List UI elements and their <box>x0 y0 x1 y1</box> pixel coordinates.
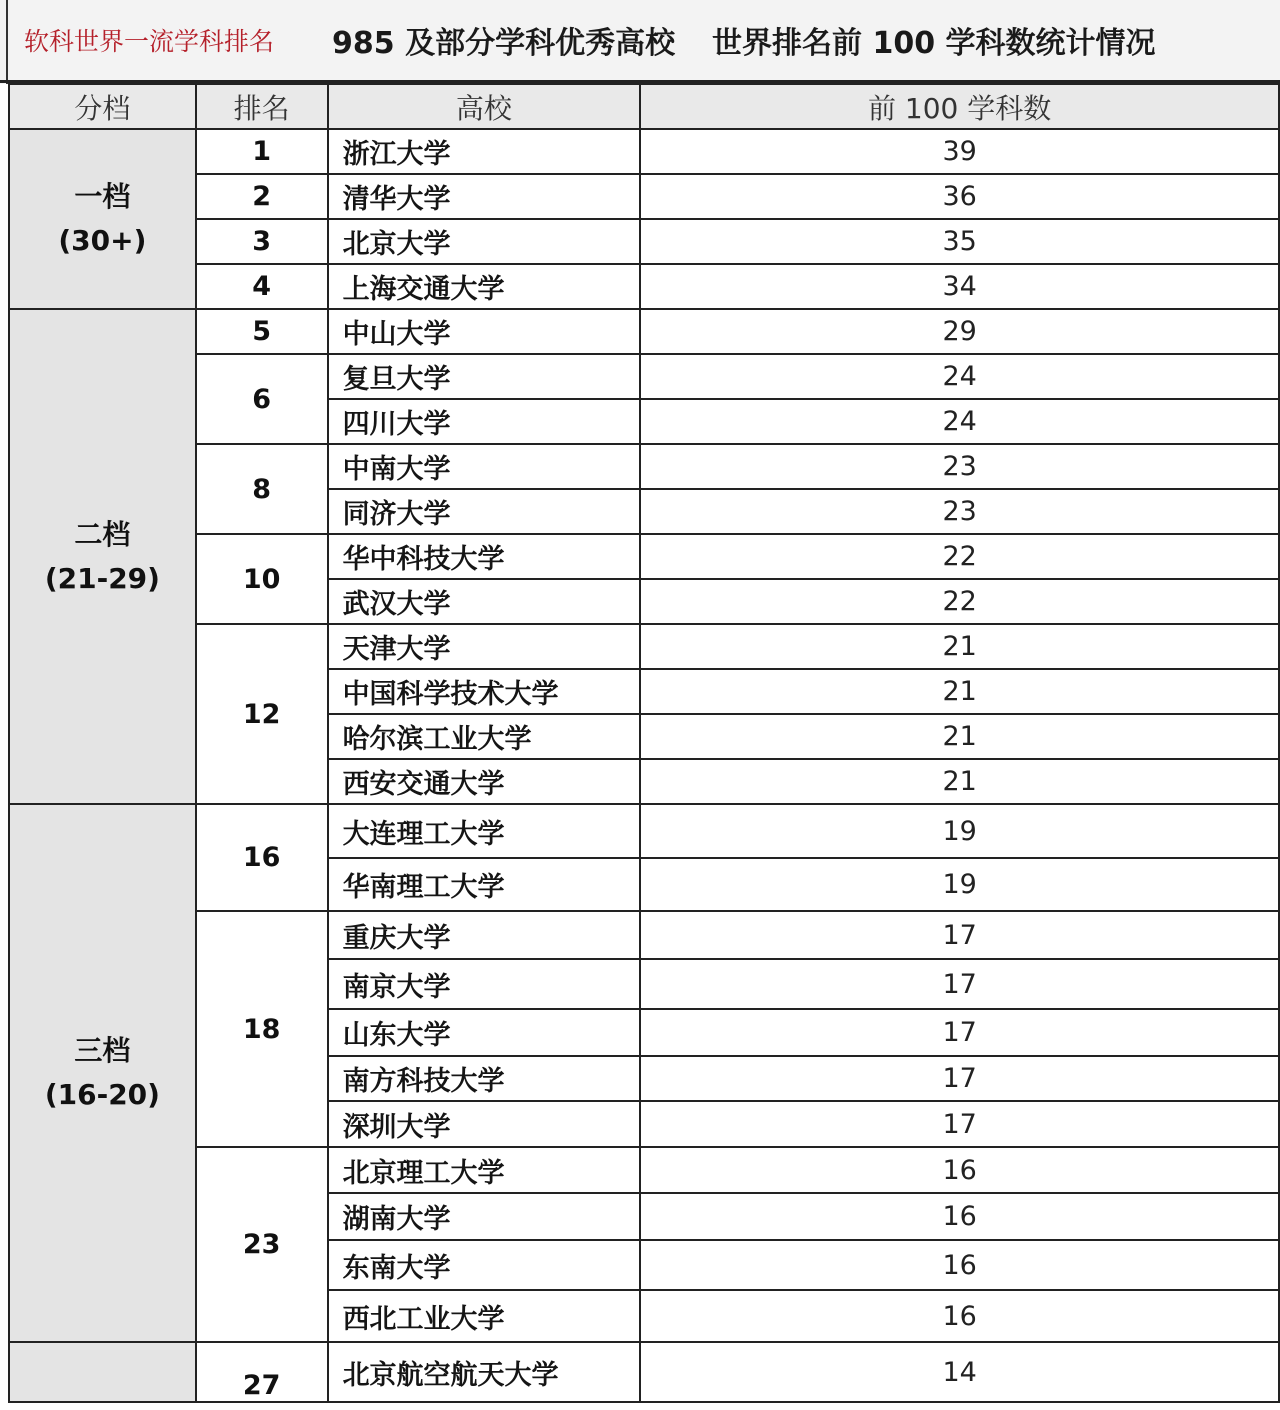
tier-cell-3 <box>9 804 196 1342</box>
count-cell: 21 <box>640 669 1279 714</box>
school-cell: 山东大学 <box>328 1009 641 1056</box>
page-title: 985 及部分学科优秀高校 <box>332 26 676 61</box>
school-cell: 北京大学 <box>328 219 641 264</box>
school-cell: 西北工业大学 <box>328 1290 641 1342</box>
table-row <box>9 264 1279 309</box>
col-header-tier: 分档 <box>9 84 196 129</box>
col-header-count: 前 100 学科数 <box>640 84 1279 129</box>
school-cell: 重庆大学 <box>328 911 641 959</box>
rank-cell: 1 <box>196 129 328 174</box>
table-row <box>9 354 1279 399</box>
left-rule <box>6 0 8 84</box>
page-subtitle: 世界排名前 100 学科数统计情况 <box>712 26 1156 61</box>
count-cell: 19 <box>640 858 1279 911</box>
school-cell: 天津大学 <box>328 624 641 669</box>
school-cell: 东南大学 <box>328 1240 641 1290</box>
count-cell: 22 <box>640 534 1279 579</box>
count-cell: 17 <box>640 1009 1279 1056</box>
table-row <box>9 219 1279 264</box>
school-cell: 四川大学 <box>328 399 641 444</box>
school-cell: 北京理工大学 <box>328 1147 641 1193</box>
rank-cell: 18 <box>196 911 328 1147</box>
school-cell: 西安交通大学 <box>328 759 641 804</box>
count-cell: 22 <box>640 579 1279 624</box>
table-row <box>9 174 1279 219</box>
school-cell: 武汉大学 <box>328 579 641 624</box>
school-cell: 浙江大学 <box>328 129 641 174</box>
count-cell: 17 <box>640 959 1279 1009</box>
school-cell: 上海交通大学 <box>328 264 641 309</box>
rank-cell: 4 <box>196 264 328 309</box>
count-cell: 23 <box>640 489 1279 534</box>
tier-range: (30+) <box>58 224 147 257</box>
tier-range: (21-29) <box>44 561 160 595</box>
count-cell: 19 <box>640 804 1279 858</box>
school-cell: 哈尔滨工业大学 <box>328 714 641 759</box>
count-cell: 34 <box>640 264 1279 309</box>
school-cell: 复旦大学 <box>328 354 641 399</box>
table-row <box>9 1342 1279 1402</box>
col-header-school: 高校 <box>328 84 641 129</box>
rank-cell: 8 <box>196 444 328 534</box>
count-cell: 16 <box>640 1290 1279 1342</box>
count-cell: 21 <box>640 759 1279 804</box>
source-label: 软科世界一流学科排名 <box>24 27 275 56</box>
table-row <box>9 911 1279 959</box>
count-cell: 24 <box>640 399 1279 444</box>
rank-cell: 23 <box>196 1147 328 1342</box>
rank-cell: 16 <box>196 804 328 911</box>
col-header-rank: 排名 <box>196 84 328 129</box>
count-cell: 16 <box>640 1240 1279 1290</box>
table-row <box>9 804 1279 858</box>
rank-cell: 5 <box>196 309 328 354</box>
tier-name: 二档 <box>74 517 131 551</box>
school-cell: 中国科学技术大学 <box>328 669 641 714</box>
count-cell: 17 <box>640 1101 1279 1147</box>
school-cell: 清华大学 <box>328 174 641 219</box>
tier-cell-2 <box>9 309 196 804</box>
tier-range: (16-20) <box>44 1078 160 1111</box>
count-cell: 36 <box>640 174 1279 219</box>
school-cell: 同济大学 <box>328 489 641 534</box>
table-row <box>9 1147 1279 1193</box>
rank-cell: 12 <box>196 624 328 804</box>
count-cell: 39 <box>640 129 1279 174</box>
rank-cell: 6 <box>196 354 328 444</box>
school-cell: 北京航空航天大学 <box>328 1342 641 1402</box>
count-cell: 21 <box>640 714 1279 759</box>
table-row <box>9 624 1279 669</box>
school-cell: 大连理工大学 <box>328 804 641 858</box>
school-cell: 湖南大学 <box>328 1193 641 1240</box>
school-cell: 中山大学 <box>328 309 641 354</box>
tier-cell-4 <box>9 1342 196 1402</box>
tier-name: 一档 <box>74 180 131 213</box>
header-row <box>9 84 1279 129</box>
count-cell: 35 <box>640 219 1279 264</box>
count-cell: 29 <box>640 309 1279 354</box>
table-row <box>9 534 1279 579</box>
school-cell: 南京大学 <box>328 959 641 1009</box>
count-cell: 21 <box>640 624 1279 669</box>
count-cell: 16 <box>640 1147 1279 1193</box>
count-cell: 24 <box>640 354 1279 399</box>
school-cell: 南方科技大学 <box>328 1056 641 1101</box>
school-cell: 华中科技大学 <box>328 534 641 579</box>
rank-cell: 10 <box>196 534 328 624</box>
school-cell: 中南大学 <box>328 444 641 489</box>
count-cell: 17 <box>640 1056 1279 1101</box>
ranking-table <box>8 83 1280 1403</box>
school-cell: 深圳大学 <box>328 1101 641 1147</box>
rank-cell: 27 <box>196 1342 328 1402</box>
rank-cell: 2 <box>196 174 328 219</box>
count-cell: 23 <box>640 444 1279 489</box>
table-row <box>9 129 1279 174</box>
school-cell: 华南理工大学 <box>328 858 641 911</box>
title-bar <box>0 0 1280 84</box>
rank-cell: 3 <box>196 219 328 264</box>
tier-cell-1 <box>9 129 196 309</box>
count-cell: 17 <box>640 911 1279 959</box>
table-row <box>9 444 1279 489</box>
tier-name: 三档 <box>74 1034 131 1067</box>
count-cell: 14 <box>640 1342 1279 1402</box>
table-row <box>9 309 1279 354</box>
count-cell: 16 <box>640 1193 1279 1240</box>
